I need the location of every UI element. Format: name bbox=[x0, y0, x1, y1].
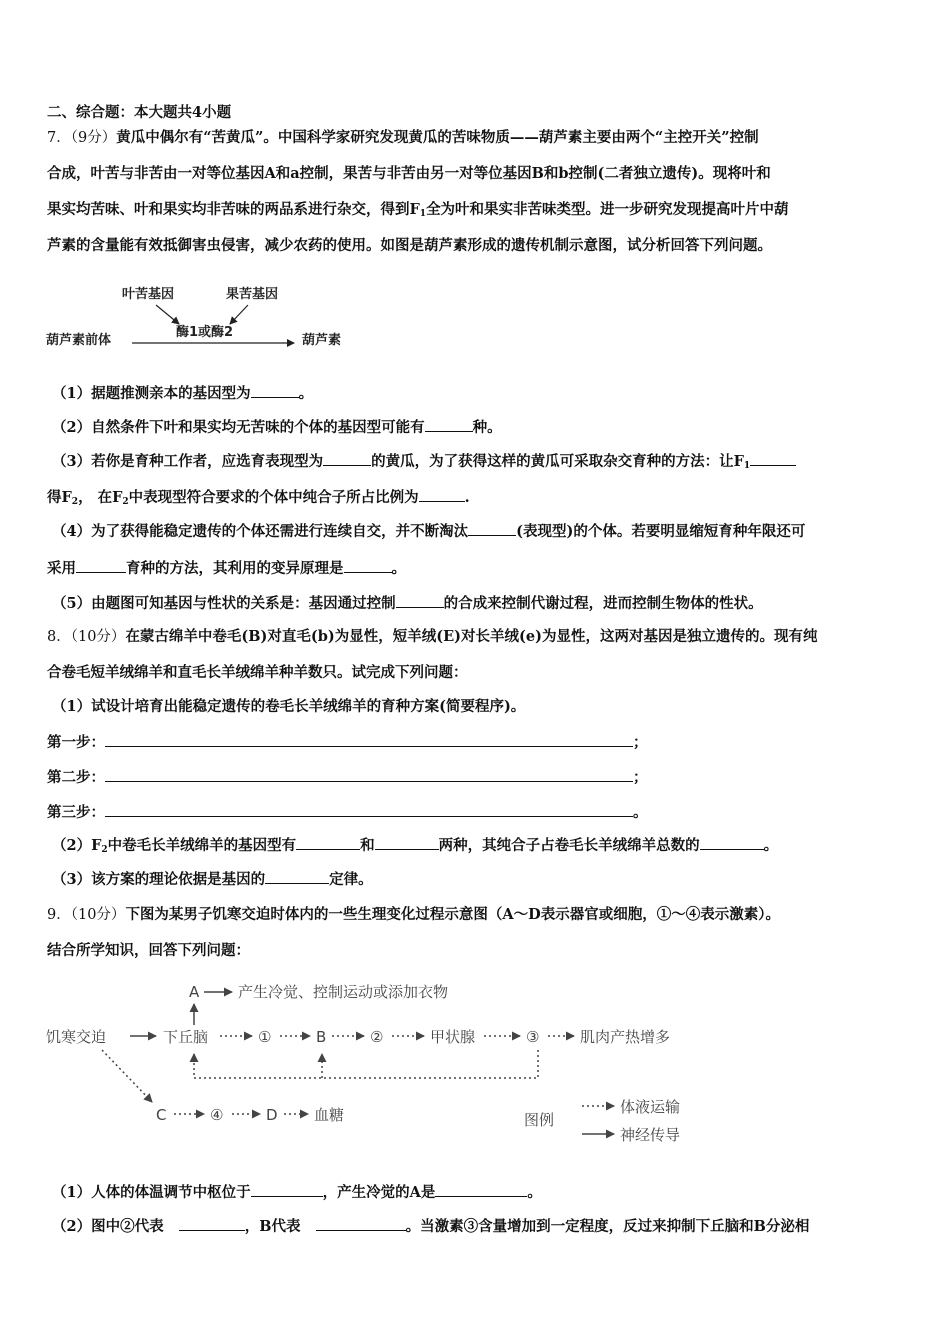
step-label: 第二步： bbox=[47, 769, 105, 786]
q7-stem-line2: 合成，叶苦与非苦由一对等位基因A和a控制，果苦与非苦由另一对等位基因B和b控制(二者独立遗传)。现将叶和 bbox=[47, 165, 771, 182]
hormone-2: ② bbox=[370, 1028, 384, 1046]
answer-blank[interactable] bbox=[750, 451, 796, 466]
punct: 。 bbox=[763, 837, 779, 854]
node-c: C bbox=[156, 1106, 167, 1124]
punct: ； bbox=[633, 734, 648, 751]
subscript: 2 bbox=[101, 845, 108, 855]
q9-part2-text: （2）图中②代表 bbox=[52, 1218, 164, 1235]
subscript: 1 bbox=[419, 209, 427, 219]
node-muscle: 肌肉产热增多 bbox=[580, 1028, 671, 1046]
answer-blank[interactable] bbox=[251, 383, 299, 398]
answer-blank[interactable] bbox=[425, 417, 473, 432]
punct: 。 bbox=[527, 1184, 542, 1201]
subscript: 2 bbox=[71, 497, 79, 507]
answer-blank[interactable] bbox=[468, 521, 516, 536]
answer-blank[interactable] bbox=[700, 835, 764, 850]
q7-stem-line3 bbox=[47, 200, 907, 224]
node-blood-sugar: 血糖 bbox=[314, 1106, 345, 1124]
q7-number: 7． bbox=[47, 130, 71, 146]
fruit-bitter-gene-label: 果苦基因 bbox=[226, 287, 279, 302]
q8-score: （10分） bbox=[70, 629, 126, 645]
leaf-bitter-gene-label: 叶苦基因 bbox=[122, 287, 175, 302]
q9-stem-line2: 结合所学知识，回答下列问题： bbox=[47, 942, 250, 959]
legend-title: 图例 bbox=[524, 1111, 555, 1129]
punct: 。 bbox=[391, 560, 406, 577]
q7-part3-text4: ， 在F bbox=[78, 489, 123, 506]
q7-part3-text: （3）若你是育种工作者，应选育表现型为 bbox=[52, 453, 324, 470]
q8-part2-text: （2）F bbox=[52, 837, 102, 854]
q9-part1-text: （1）人体的体温调节中枢位于 bbox=[52, 1184, 251, 1201]
q8-part3-text: （3）该方案的理论依据是基因的 bbox=[52, 871, 266, 888]
q7-part5 bbox=[52, 593, 912, 614]
q7-stem-text3a: 果实均苦味、叶和果实均非苦味的两品系进行杂交，得到F bbox=[47, 201, 420, 218]
node-b: B bbox=[316, 1028, 327, 1046]
punct: ； bbox=[633, 769, 648, 786]
answer-blank[interactable] bbox=[105, 767, 633, 782]
step-label: 第三步： bbox=[47, 804, 105, 821]
q8-part3-text2: 定律。 bbox=[329, 871, 373, 888]
node-thyroid: 甲状腺 bbox=[430, 1028, 476, 1046]
q8-number: 8． bbox=[47, 629, 71, 645]
q7-part4-cont bbox=[47, 558, 907, 579]
q7-part4-text2: (表现型)的个体。若要明显缩短育种年限还可 bbox=[516, 523, 806, 540]
q7-part3-text5: 中表现型符合要求的个体中纯合子所占比例为 bbox=[128, 489, 419, 506]
answer-blank[interactable] bbox=[419, 487, 465, 502]
q7-part1 bbox=[52, 383, 912, 404]
answer-blank[interactable] bbox=[435, 1182, 527, 1197]
q7-part4-text3: 采用 bbox=[47, 560, 76, 577]
q8-step2 bbox=[47, 767, 907, 788]
q7-part2-text: （2）自然条件下叶和果实均无苦味的个体的基因型可能有 bbox=[52, 419, 425, 436]
q9-part2 bbox=[52, 1216, 912, 1237]
q8-stem-text1: 在蒙古绵羊中卷毛(B)对直毛(b)为显性，短羊绒(E)对长羊绒(e)为显性，这两对基因是独立遗传的。现有纯 bbox=[125, 628, 818, 645]
q7-part3-text2: 的黄瓜，为了获得这样的黄瓜可采取杂交育种的方法：让F bbox=[371, 453, 744, 470]
legend-dotted-label: 体液运输 bbox=[620, 1098, 681, 1116]
gene1-arrow bbox=[156, 305, 179, 324]
q8-part3 bbox=[52, 869, 912, 890]
answer-blank[interactable] bbox=[179, 1216, 245, 1231]
product-label: 葫芦素 bbox=[302, 333, 342, 348]
hormone-3: ③ bbox=[526, 1028, 540, 1046]
q9-stem-line1 bbox=[47, 905, 907, 925]
node-start: 饥寒交迫 bbox=[46, 1028, 107, 1046]
q9-part1-text2: ，产生冷觉的A是 bbox=[322, 1184, 436, 1201]
q8-part2-text2: 中卷毛长羊绒绵羊的基因型有 bbox=[107, 837, 297, 854]
answer-blank[interactable] bbox=[251, 1182, 323, 1197]
answer-blank[interactable] bbox=[296, 835, 360, 850]
q9-part1 bbox=[52, 1182, 912, 1203]
node-a: A bbox=[189, 983, 200, 1001]
q7-stem-line4: 芦素的含量能有效抵御害虫侵害，减少农药的使用。如图是葫芦素形成的遗传机制示意图，试分析回答下列问题。 bbox=[47, 237, 772, 254]
subscript: 1 bbox=[743, 461, 751, 471]
q8-part1: （1）试设计培育出能稳定遗传的卷毛长羊绒绵羊的育种方案(简要程序)。 bbox=[52, 698, 526, 715]
enzyme-label: 酶1或酶2 bbox=[176, 325, 234, 340]
q7-part4-text4: 育种的方法，其利用的变异原理是 bbox=[126, 560, 344, 577]
q7-stem-line1 bbox=[47, 128, 907, 148]
answer-blank[interactable] bbox=[76, 558, 126, 573]
punct: 。 bbox=[633, 804, 648, 821]
q9-part2-text3: 。当激素③含量增加到一定程度，反过来抑制下丘脑和B分泌相 bbox=[405, 1218, 810, 1235]
answer-blank[interactable] bbox=[105, 802, 633, 817]
q8-part2 bbox=[52, 835, 912, 860]
q8-step3 bbox=[47, 802, 907, 823]
q7-stem-text3b: 全为叶和果实非苦味类型。进一步研究发现提高叶片中葫 bbox=[426, 201, 789, 218]
arrow-start-to-c bbox=[102, 1050, 152, 1102]
thermoregulation-diagram bbox=[44, 970, 724, 1160]
q8-part2-text3: 和 bbox=[360, 837, 375, 854]
q7-part4 bbox=[52, 521, 912, 542]
q9-number: 9． bbox=[47, 907, 71, 923]
node-a-text: 产生冷觉、控制运动或添加衣物 bbox=[238, 983, 449, 1001]
q7-part3-text3: 得F bbox=[47, 489, 72, 506]
punct: 。 bbox=[298, 385, 314, 402]
section-title: 二、综合题：本大题共4小题 bbox=[47, 104, 232, 121]
hormone-4: ④ bbox=[210, 1106, 224, 1124]
q7-part4-text: （4）为了获得能稳定遗传的个体还需进行连续自交，并不断淘汰 bbox=[52, 523, 469, 540]
q7-part1-text: （1）据题推测亲本的基因型为 bbox=[52, 385, 251, 402]
answer-blank[interactable] bbox=[344, 558, 392, 573]
legend-solid-label: 神经传导 bbox=[620, 1126, 681, 1144]
feedback-to-hypothalamus bbox=[194, 1050, 538, 1078]
gene2-arrow bbox=[230, 305, 248, 324]
punct: . bbox=[464, 489, 470, 506]
q8-part2-text4: 两种，其纯合子占卷毛长羊绒绵羊总数的 bbox=[438, 837, 700, 854]
q7-part2-tail: 种。 bbox=[472, 419, 502, 436]
q8-stem-line2: 合卷毛短羊绒绵羊和直毛长羊绒绵羊种羊数只。试完成下列问题： bbox=[47, 664, 468, 681]
q9-score: （10分） bbox=[70, 907, 126, 923]
q8-stem-line1 bbox=[47, 627, 907, 647]
q7-part5-text2: 的合成来控制代谢过程，进而控制生物体的性状。 bbox=[443, 595, 763, 612]
q7-part3-cont bbox=[47, 487, 907, 512]
answer-blank[interactable] bbox=[396, 593, 444, 608]
node-hypothalamus: 下丘脑 bbox=[163, 1028, 209, 1046]
q9-part2-text2: ，B代表 bbox=[244, 1218, 301, 1235]
answer-blank[interactable] bbox=[316, 1216, 406, 1231]
answer-blank[interactable] bbox=[375, 835, 439, 850]
hormone-1: ① bbox=[258, 1028, 272, 1046]
answer-blank[interactable] bbox=[265, 869, 329, 884]
q7-part2 bbox=[52, 417, 912, 438]
q7-stem-text1: 黄瓜中偶尔有“苦黄瓜”。中国科学家研究发现黄瓜的苦味物质——葫芦素主要由两个“主控开关”控制 bbox=[116, 129, 759, 146]
subscript: 2 bbox=[122, 497, 129, 507]
q9-stem-text1: 下图为某男子饥寒交迫时体内的一些生理变化过程示意图（A～D表示器官或细胞，①～④表示激素）。 bbox=[125, 906, 781, 923]
q7-part3 bbox=[52, 451, 912, 476]
precursor-label: 葫芦素前体 bbox=[46, 333, 112, 348]
q8-step1 bbox=[47, 732, 907, 753]
step-label: 第一步： bbox=[47, 734, 105, 751]
q7-score: （9分） bbox=[70, 130, 117, 146]
answer-blank[interactable] bbox=[105, 732, 633, 747]
cucurbitacin-pathway-diagram bbox=[44, 278, 374, 358]
answer-blank[interactable] bbox=[323, 451, 371, 466]
node-d: D bbox=[266, 1106, 278, 1124]
q7-part5-text: （5）由题图可知基因与性状的关系是：基因通过控制 bbox=[52, 595, 396, 612]
